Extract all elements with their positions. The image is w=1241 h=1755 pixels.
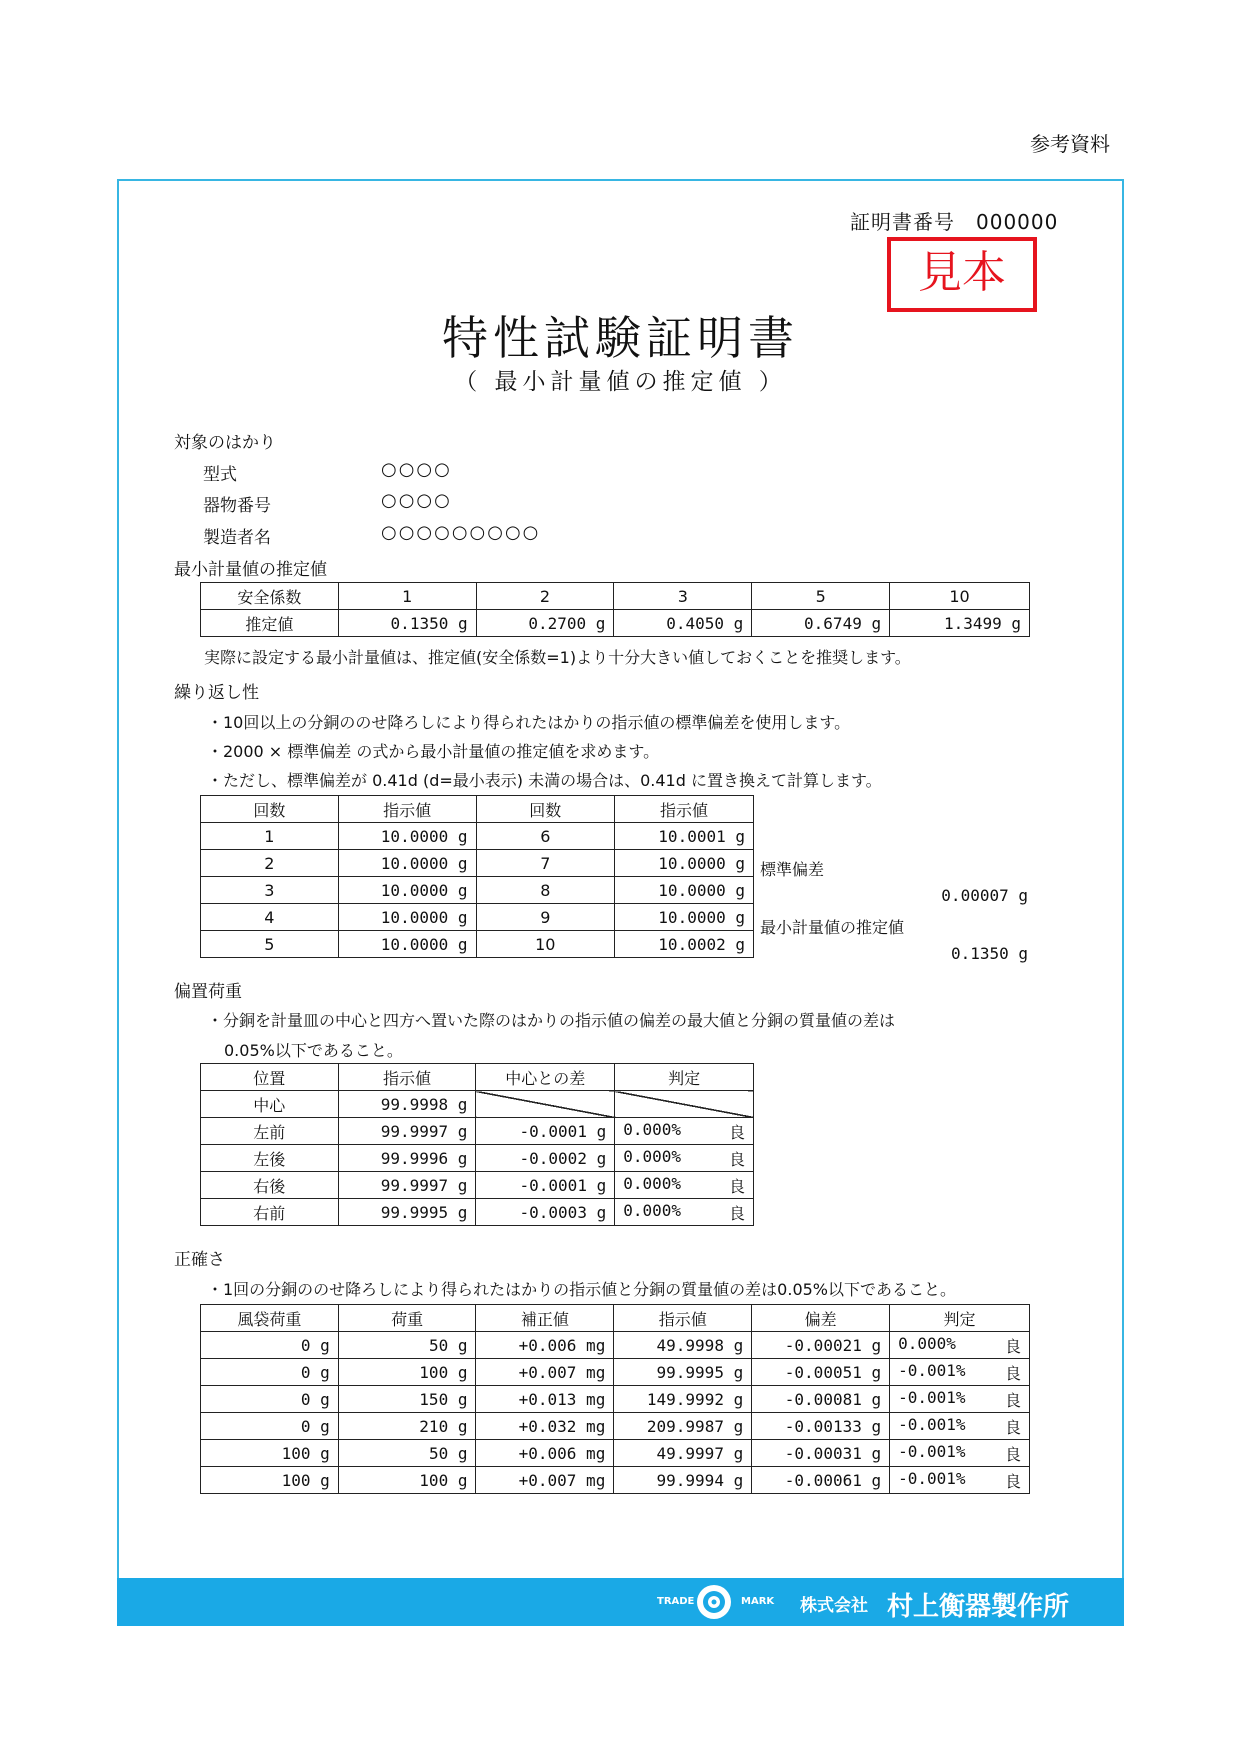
indication-value: 99.9997 g <box>338 1172 476 1199</box>
column-header: 回数 <box>201 796 339 823</box>
table-row <box>201 1305 1030 1332</box>
column-header: 指示値 <box>614 1305 752 1332</box>
table-row <box>201 1172 754 1199</box>
accuracy-heading: 正確さ <box>174 1250 225 1270</box>
deviation-value: -0.00061 g <box>752 1467 890 1494</box>
estimate-value: 0.1350 g <box>338 610 476 637</box>
indication-value: 10.0000 g <box>338 823 476 850</box>
column-header: 偏差 <box>752 1305 890 1332</box>
column-header: 判定 <box>615 1064 754 1091</box>
indication-value: 10.0000 g <box>615 904 754 931</box>
trademark-logo-icon <box>695 1583 733 1621</box>
table-row <box>201 1413 1030 1440</box>
accuracy-table <box>200 1304 1030 1494</box>
tare-value: 0 g <box>201 1413 339 1440</box>
eccentric-note-1: ・分銅を計量皿の中心と四方へ置いた際のはかりの指示値の偏差の最大値と分銅の質量値の差は <box>207 1011 896 1030</box>
position-cell: 左前 <box>201 1118 339 1145</box>
company-type: 株式会社 <box>800 1596 868 1616</box>
indication-value: 10.0000 g <box>615 850 754 877</box>
judgment-value: 良 <box>1004 1336 1021 1356</box>
empty-diagonal-cell <box>476 1091 615 1118</box>
difference-value: -0.0002 g <box>476 1145 615 1172</box>
judgment-cell <box>890 1386 1030 1413</box>
column-header: 指示値 <box>338 796 476 823</box>
maker-value: ○○○○○○○○○ <box>381 522 541 543</box>
percent-value: 0.000% <box>623 1119 682 1139</box>
trial-number: 10 <box>476 931 615 958</box>
judgment-cell <box>615 1172 754 1199</box>
indication-value: 99.9994 g <box>614 1467 752 1494</box>
deviation-value: -0.00133 g <box>752 1413 890 1440</box>
deviation-value: -0.00081 g <box>752 1386 890 1413</box>
percent-value: 0.000% <box>623 1173 682 1193</box>
estimate-value: 0.6749 g <box>752 610 890 637</box>
judgment-value: 良 <box>1004 1444 1021 1464</box>
factor-cell: 2 <box>476 583 614 610</box>
table-row <box>201 583 1030 610</box>
repeatability-table <box>200 795 754 958</box>
indication-value: 10.0000 g <box>338 931 476 958</box>
column-header: 回数 <box>476 796 615 823</box>
model-label: 型式 <box>203 465 237 485</box>
factor-cell: 5 <box>752 583 890 610</box>
trial-number: 3 <box>201 877 339 904</box>
deviation-value: -0.00051 g <box>752 1359 890 1386</box>
std-dev-label: 標準偏差 <box>760 860 825 879</box>
correction-value: +0.032 mg <box>476 1413 614 1440</box>
correction-value: +0.013 mg <box>476 1386 614 1413</box>
column-header: 中心との差 <box>476 1064 615 1091</box>
tare-value: 100 g <box>201 1467 339 1494</box>
column-header: 風袋荷重 <box>201 1305 339 1332</box>
table-row <box>201 1440 1030 1467</box>
repeatability-note-2: ・2000 × 標準偏差 の式から最小計量値の推定値を求めます。 <box>207 742 660 761</box>
percent-value: -0.001% <box>898 1414 966 1434</box>
table-row <box>201 877 754 904</box>
judgment-value: 良 <box>728 1203 745 1223</box>
judgment-value: 良 <box>728 1149 745 1169</box>
repeatability-heading: 繰り返し性 <box>174 683 259 703</box>
judgment-cell <box>615 1145 754 1172</box>
load-value: 100 g <box>338 1359 476 1386</box>
percent-value: 0.000% <box>898 1333 956 1353</box>
judgment-value: 良 <box>728 1122 745 1142</box>
table-row <box>201 610 1030 637</box>
trial-number: 8 <box>476 877 615 904</box>
judgment-cell <box>615 1118 754 1145</box>
target-heading: 対象のはかり <box>174 433 276 453</box>
indication-value: 99.9995 g <box>614 1359 752 1386</box>
trial-number: 4 <box>201 904 339 931</box>
indication-value: 10.0000 g <box>338 850 476 877</box>
estimate-heading: 最小計量値の推定値 <box>174 560 327 580</box>
judgment-value: 良 <box>1004 1390 1021 1410</box>
column-header: 位置 <box>201 1064 339 1091</box>
position-cell: 中心 <box>201 1091 339 1118</box>
footer-band <box>117 1578 1124 1626</box>
percent-value: -0.001% <box>898 1441 966 1461</box>
indication-value: 10.0000 g <box>338 877 476 904</box>
maker-label: 製造者名 <box>203 528 271 548</box>
estimate-row-label: 推定値 <box>201 610 339 637</box>
document-title: 特性試験証明書 <box>442 311 799 365</box>
min-estimate-label: 最小計量値の推定値 <box>760 918 905 937</box>
factor-cell: 10 <box>890 583 1030 610</box>
serial-label: 器物番号 <box>203 496 271 516</box>
judgment-value: 良 <box>1004 1417 1021 1437</box>
min-estimate-value: 0.1350 g <box>950 944 1028 963</box>
judgment-value: 良 <box>728 1176 745 1196</box>
std-dev-value: 0.00007 g <box>941 886 1028 905</box>
indication-value: 99.9995 g <box>338 1199 476 1226</box>
trial-number: 2 <box>201 850 339 877</box>
judgment-cell <box>890 1440 1030 1467</box>
accuracy-note: ・1回の分銅ののせ降ろしにより得られたはかりの指示値と分銅の質量値の差は0.05%以下であること。 <box>207 1280 957 1299</box>
table-row <box>201 1091 754 1118</box>
column-header: 荷重 <box>338 1305 476 1332</box>
difference-value: -0.0003 g <box>476 1199 615 1226</box>
correction-value: +0.007 mg <box>476 1467 614 1494</box>
table-row <box>201 1145 754 1172</box>
indication-value: 99.9998 g <box>338 1091 476 1118</box>
position-cell: 左後 <box>201 1145 339 1172</box>
estimate-value: 0.4050 g <box>614 610 752 637</box>
load-value: 210 g <box>338 1413 476 1440</box>
table-row <box>201 1064 754 1091</box>
estimate-value: 0.2700 g <box>476 610 614 637</box>
empty-diagonal-cell <box>615 1091 754 1118</box>
column-header: 補正値 <box>476 1305 614 1332</box>
load-value: 100 g <box>338 1467 476 1494</box>
trial-number: 5 <box>201 931 339 958</box>
table-row <box>201 1386 1030 1413</box>
eccentric-table <box>200 1063 754 1226</box>
column-header: 指示値 <box>338 1064 476 1091</box>
indication-value: 10.0000 g <box>615 877 754 904</box>
estimate-note: 実際に設定する最小計量値は、推定値(安全係数=1)より十分大きい値しておくことを推奨します。 <box>204 648 911 667</box>
percent-value: 0.000% <box>623 1146 682 1166</box>
mark-label: MARK <box>741 1596 775 1607</box>
judgment-value: 良 <box>1004 1363 1021 1383</box>
serial-value: ○○○○ <box>381 490 452 511</box>
sample-stamp: 見本 <box>887 237 1037 312</box>
table-row <box>201 850 754 877</box>
deviation-value: -0.00021 g <box>752 1332 890 1359</box>
table-row <box>201 1199 754 1226</box>
eccentric-note-2: 0.05%以下であること。 <box>224 1041 403 1060</box>
document-subtitle: （ 最小計量値の推定値 ） <box>454 369 787 395</box>
judgment-value: 良 <box>1004 1471 1021 1491</box>
indication-value: 49.9998 g <box>614 1332 752 1359</box>
difference-value: -0.0001 g <box>476 1118 615 1145</box>
trial-number: 6 <box>476 823 615 850</box>
percent-value: -0.001% <box>898 1387 966 1407</box>
correction-value: +0.006 mg <box>476 1440 614 1467</box>
position-cell: 右前 <box>201 1199 339 1226</box>
judgment-cell <box>615 1199 754 1226</box>
trial-number: 1 <box>201 823 339 850</box>
position-cell: 右後 <box>201 1172 339 1199</box>
company-name: 村上衡器製作所 <box>887 1592 1070 1622</box>
load-value: 150 g <box>338 1386 476 1413</box>
factor-cell: 3 <box>614 583 752 610</box>
certificate-number: 証明書番号 000000 <box>850 210 1059 234</box>
safety-factor-header: 安全係数 <box>201 583 339 610</box>
table-row <box>201 1332 1030 1359</box>
tare-value: 0 g <box>201 1386 339 1413</box>
percent-value: 0.000% <box>623 1200 682 1220</box>
trial-number: 7 <box>476 850 615 877</box>
indication-value: 10.0000 g <box>338 904 476 931</box>
judgment-cell <box>890 1359 1030 1386</box>
difference-value: -0.0001 g <box>476 1172 615 1199</box>
judgment-cell <box>890 1413 1030 1440</box>
table-row <box>201 1359 1030 1386</box>
indication-value: 209.9987 g <box>614 1413 752 1440</box>
tare-value: 100 g <box>201 1440 339 1467</box>
load-value: 50 g <box>338 1440 476 1467</box>
load-value: 50 g <box>338 1332 476 1359</box>
trial-number: 9 <box>476 904 615 931</box>
indication-value: 10.0001 g <box>615 823 754 850</box>
model-value: ○○○○ <box>381 459 452 480</box>
column-header: 指示値 <box>615 796 754 823</box>
reference-label: 参考資料 <box>1030 132 1110 156</box>
judgment-cell <box>890 1332 1030 1359</box>
deviation-value: -0.00031 g <box>752 1440 890 1467</box>
trade-label: TRADE <box>657 1596 695 1607</box>
table-row <box>201 1467 1030 1494</box>
factor-cell: 1 <box>338 583 476 610</box>
indication-value: 49.9997 g <box>614 1440 752 1467</box>
indication-value: 99.9997 g <box>338 1118 476 1145</box>
table-row <box>201 904 754 931</box>
judgment-cell <box>890 1467 1030 1494</box>
table-row <box>201 931 754 958</box>
table-row <box>201 1118 754 1145</box>
correction-value: +0.006 mg <box>476 1332 614 1359</box>
percent-value: -0.001% <box>898 1360 966 1380</box>
indication-value: 149.9992 g <box>614 1386 752 1413</box>
repeatability-note-1: ・10回以上の分銅ののせ降ろしにより得られたはかりの指示値の標準偏差を使用します。 <box>207 713 851 732</box>
estimate-table <box>200 582 1030 637</box>
tare-value: 0 g <box>201 1332 339 1359</box>
percent-value: -0.001% <box>898 1468 966 1488</box>
eccentric-heading: 偏置荷重 <box>174 982 242 1002</box>
estimate-value: 1.3499 g <box>890 610 1030 637</box>
indication-value: 10.0002 g <box>615 931 754 958</box>
repeatability-note-3: ・ただし、標準偏差が 0.41d (d=最小表示) 未満の場合は、0.41d に置き換えて計算します。 <box>207 771 882 790</box>
correction-value: +0.007 mg <box>476 1359 614 1386</box>
column-header: 判定 <box>890 1305 1030 1332</box>
table-row <box>201 823 754 850</box>
tare-value: 0 g <box>201 1359 339 1386</box>
indication-value: 99.9996 g <box>338 1145 476 1172</box>
table-row <box>201 796 754 823</box>
